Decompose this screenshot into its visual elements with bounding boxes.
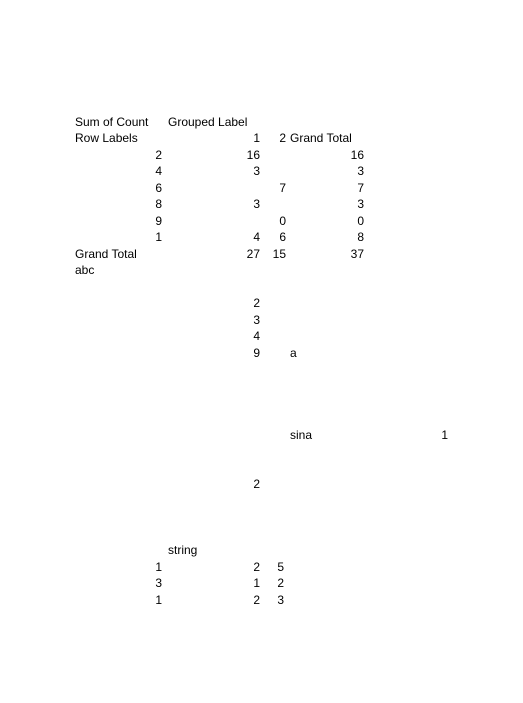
number-cell: 3 — [253, 313, 260, 327]
grand-total-header: Grand Total — [290, 131, 352, 145]
abc-cell: abc — [75, 263, 95, 277]
grand-total-value-total: 37 — [350, 247, 364, 261]
sum-of-count-header: Sum of Count — [75, 115, 149, 129]
sina-cell: sina — [290, 428, 313, 442]
pivot-row-label: 6 — [155, 181, 162, 195]
pivot-row-value-1: 4 — [253, 230, 260, 244]
sina-value-cell: 1 — [441, 428, 448, 442]
lone-number-cell: 2 — [253, 477, 260, 491]
pivot-row-label: 1 — [155, 230, 162, 244]
number-cell: 4 — [253, 329, 260, 343]
pivot-row-value-2 — [266, 196, 286, 212]
pivot-row-total: 7 — [357, 181, 364, 195]
string-row-value-2: 2 — [253, 560, 260, 574]
string-row-value-2: 2 — [253, 593, 260, 607]
pivot-row-value-2: 7 — [279, 181, 286, 195]
a-cell: a — [290, 346, 297, 360]
pivot-row-total: 8 — [357, 230, 364, 244]
number-cell: 2 — [253, 296, 260, 310]
number-cell: 9 — [253, 346, 260, 360]
string-row-value-2: 1 — [253, 576, 260, 590]
string-row-value-1: 3 — [155, 576, 162, 590]
string-row-value-1: 1 — [155, 560, 162, 574]
pivot-row-label: 9 — [155, 214, 162, 228]
string-row-value-3: 5 — [277, 560, 284, 574]
pivot-row-value-2: 0 — [279, 214, 286, 228]
pivot-row-value-1: 16 — [246, 148, 260, 162]
pivot-row-label: 2 — [155, 148, 162, 162]
pivot-row-value-1: 3 — [253, 164, 260, 178]
pivot-row-total: 3 — [357, 164, 364, 178]
pivot-row-label: 4 — [155, 164, 162, 178]
grand-total-value-2: 15 — [272, 247, 286, 261]
grand-total-row-label: Grand Total — [75, 247, 137, 261]
pivot-row-total: 0 — [357, 214, 364, 228]
pivot-row-value-2 — [266, 163, 286, 179]
pivot-row-value-1 — [230, 213, 260, 229]
string-row-value-3: 2 — [277, 576, 284, 590]
pivot-row-value-1: 3 — [253, 197, 260, 211]
pivot-row-value-2: 6 — [279, 230, 286, 244]
pivot-row-label: 8 — [155, 197, 162, 211]
grand-total-value-1: 27 — [246, 247, 260, 261]
grouped-label-header: Grouped Label — [168, 115, 248, 129]
pivot-row-total: 16 — [350, 148, 364, 162]
pivot-row-total: 3 — [357, 197, 364, 211]
column-header-2: 2 — [279, 131, 286, 145]
pivot-row-value-2 — [266, 147, 286, 163]
string-row-value-1: 1 — [155, 593, 162, 607]
row-labels-header: Row Labels — [75, 131, 138, 145]
column-header-1: 1 — [253, 131, 260, 145]
pivot-row-value-1 — [230, 180, 260, 196]
string-row-value-3: 3 — [277, 593, 284, 607]
string-header-cell: string — [168, 543, 198, 557]
